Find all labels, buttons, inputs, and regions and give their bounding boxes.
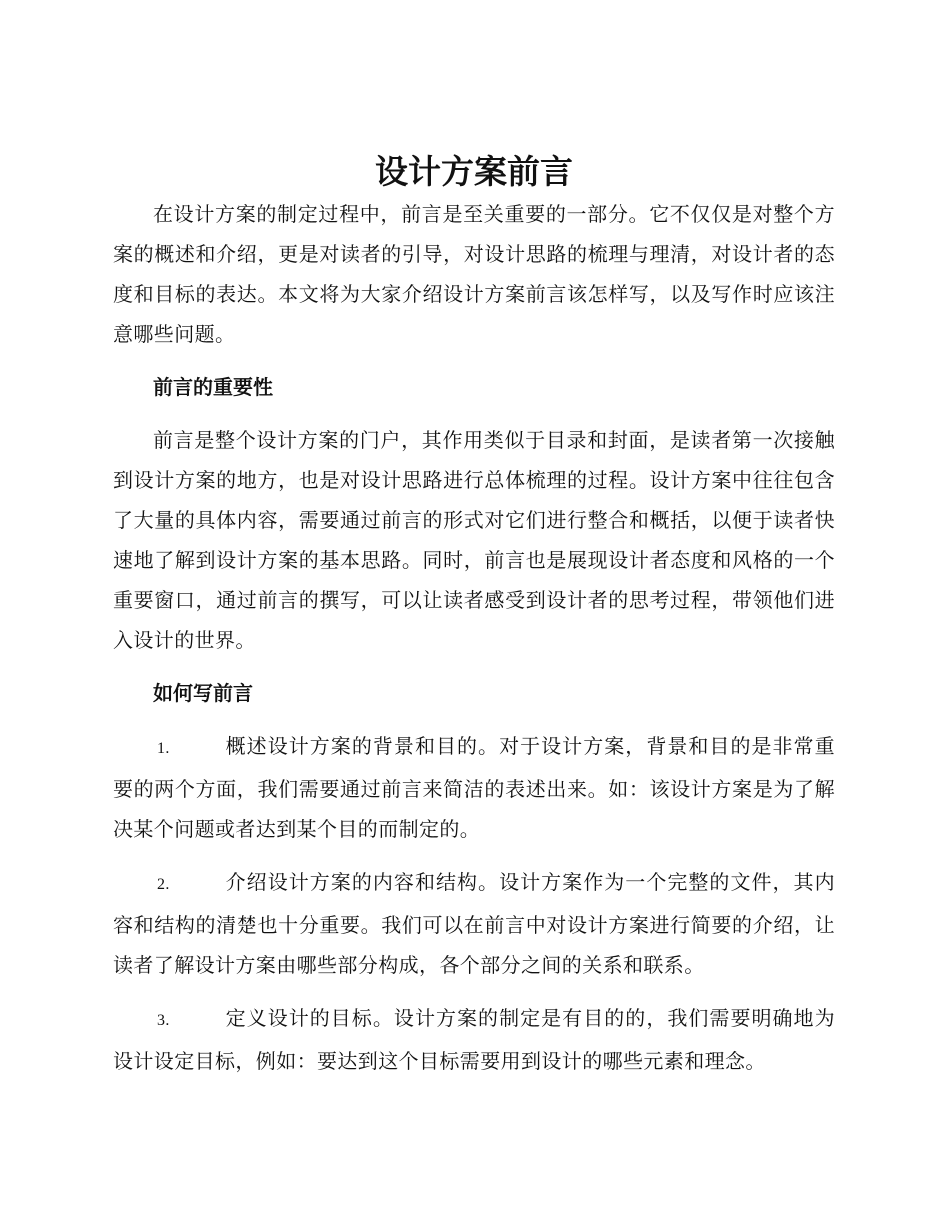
list-item-text: 概述设计方案的背景和目的。对于设计方案，背景和目的是非常重要的两个方面，我们需要通过前言来简洁的表述出来。如：该设计方案是为了解决某个问题或者达到某个目的而制定的。 [113, 734, 835, 841]
list-item-text: 定义设计的目标。设计方案的制定是有目的的，我们需要明确地为设计设定目标，例如：要达到这个目标需要用到设计的哪些元素和理念。 [113, 1006, 835, 1073]
list-item-text: 介绍设计方案的内容和结构。设计方案作为一个完整的文件，其内容和结构的清楚也十分重要。我们可以在前言中对设计方案进行简要的介绍，让读者了解设计方案由哪些部分构成，各个部分之间的关系和联系。 [113, 870, 835, 977]
intro-paragraph: 在设计方案的制定过程中，前言是至关重要的一部分。它不仅仅是对整个方案的概述和介绍，更是对读者的引导，对设计思路的梳理与理清，对设计者的态度和目标的表达。本文将为大家介绍设计方案前言该怎样写，以及写作时应该注意哪些问题。 [113, 202, 835, 346]
section-heading-how-to-write: 如何写前言 [153, 681, 253, 705]
document-content [113, 150, 835, 1094]
list-item [113, 862, 835, 985]
list-item [113, 726, 835, 849]
list-item [113, 998, 835, 1081]
list-item-number: 2. [157, 876, 170, 893]
document-title: 设计方案前言 [375, 152, 573, 191]
list-item-number: 1. [157, 740, 170, 757]
importance-paragraph: 前言是整个设计方案的门户，其作用类似于目录和封面，是读者第一次接触到设计方案的地方，也是对设计思路进行总体梳理的过程。设计方案中往往包含了大量的具体内容，需要通过前言的形式对它们进行整合和概括，以便于读者快速地了解到设计方案的基本思路。同时，前言也是展现设计者态度和风格的一个重要窗口，通过前言的撰写，可以让读者感受到设计者的思考过程，带领他们进入设计的世界。 [113, 428, 835, 652]
section-heading-importance: 前言的重要性 [153, 375, 273, 399]
list-item-number: 3. [157, 1012, 170, 1029]
